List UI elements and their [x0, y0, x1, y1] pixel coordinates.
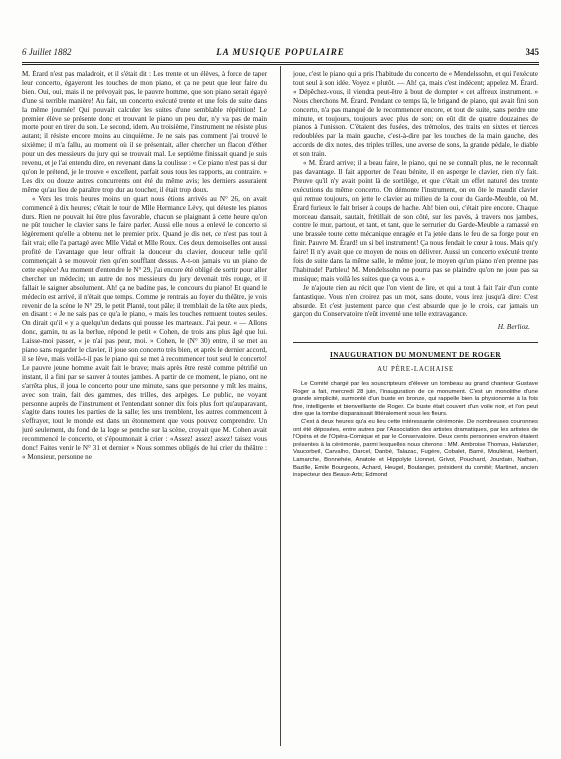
left-column: [22, 70, 267, 740]
publication-title: LA MUSIQUE POPULAIRE: [216, 47, 345, 57]
article-paragraph: M. Érard n'est pas maladroit, et il s'était dit : Les trente et un élèves, à force de taper leur concerto, égayeront les touches de mon piano, et ça ne peut que leur faire du bien. Oui, oui, mais il ne prévoyait pas, le pauvre homme, que son piano serait égayé d'une si terrible manière! Au fait, un concerto exécuté trente et une fois de suite dans la même journée! Qui pouvait calculer les suites d'une semblable répétition! Le premier élève se présente donc et trouvant le piano un peu dur, n'y va pas de main morte pour en tirer du son. Le second, idem. Au troisième, l'instrument ne résiste plus autant; il résiste encore moins au cinquième. Je ne sais pas comment j'ai trouvé le sixième; il m'a fallu, au moment où il se présentait, aller chercher un flacon d'éther pour un des messieurs du jury qui se trouvait mal. Le septième finissait quand je suis revenu, et je l'ai entendu dire, en revenant dans la coulisse : « Ce piano n'est pas si dur qu'on le prétend, je le trouve « excellent, parfait sous tous les rapports, au contraire. » Les dix ou douze autres concurrents ont été du même avis; les derniers assuraient même qu'au lieu de paraître trop dur au toucher, il était trop doux.: [22, 70, 267, 194]
page-header: [22, 47, 539, 61]
inauguration-text: [293, 381, 538, 480]
header-rule: [22, 62, 539, 65]
article-paragraph: Je n'ajoute rien au récit que l'on vient de lire, et qui a tout à fait l'air d'un conte fantastique. Vous n'en croirez pas un mot, sans doute, vous irez jusqu'à dire: C'est absurde. Et c'est justement parce que c'est absurde que je le crois, car jamais un garçon du Conservatoire n'eût inventé une telle extravagance.: [293, 283, 538, 319]
right-column: [293, 70, 538, 750]
inauguration-paragraph: Le Comité chargé par les souscripteurs d'élever un tombeau au grand chanteur Gustave Roger a fait, mercredi 28 juin, l'inauguration de ce monument. C'est un monolithe d'une grande simplicité, surmonté d'un buste en bronze, qui rappelle bien la physionomie à la fois fine, intelligente et bienveillante de Roger. Ce buste était couvert d'un voile noir, et l'on peut dire que la tombe disparaissait littéralement sous les fleurs.: [293, 381, 538, 418]
article-paragraph: « Vers les trois heures moins un quart nous étions arrivés au N° 26, on avait commencé à dix heures; c'était le tour de Mlle Hermance Lévy, qui déteste les pianos durs. Rien ne pouvait lui être plus favorable, chacun se plaignant à cette heure qu'on ne pût toucher le clavier sans le faire parler. Aussi elle nous a enlevé le concerto si légèrement qu'elle a obtenu net le premier prix. Quand je dis net, ce n'est pas tout à fait vrai; elle l'a partagé avec Mlle Vidal et Mlle Roux. Ces deux demoiselles ont aussi profité de l'avantage que leur offrait la douceur du clavier, douceur telle qu'il commençait à se mouvoir rien qu'en soufflant dessus. A-t-on jamais vu un piano de cette espèce! Au moment d'entendre le N° 29, j'ai encore été obligé de sortir pour aller chercher un médecin; un autre de nos messieurs du jury devenait très rouge, et il fallait le saigner absolument. Ah! ça ne badine pas, le concours du piano! Et quand le médecin est arrivé, il n'était que temps. Comme je rentrais au foyer du théâtre, je vois revenir de la scène le N° 29, le petit Planté, tout pâle; il tremblait de la tête aux pieds, en disant : « Je ne sais pas ce qu'a le piano, « mais les touches remuent toutes seules. On dirait qu'il « y a quelqu'un dedans qui pousse les marteaux. J'ai peur. « — Allons donc, gamin, tu as la berlue, répond le petit « Cohen, de trois ans plus âgé que lui. Laisse-moi passer, « je n'ai pas peur, moi. » Cohen, le (N° 30) entre, il se met au piano sans regarder le clavier, il joue son concerto très bien, et après le dernier accord, il se lève, mais voilà-t-il pas le piano qui se met à recommencer tout seul le concerto! Le pauvre jeune homme avait fait le brave; mais après être resté comme pétrifié un instant, il a fini par se sauver à toutes jambes. A partir de ce moment, le piano, ont ne s'arrêta plus, il joua le concerto pour une minute, sans que personne y mît les mains, avec son train, fait des gammes, des trilles, des arpèges. Le public, ne voyant personne auprès de l'instrument et l'entendant sonner dix fois plus fort qu'auparavant, s'agite dans toutes les parties de la salle; les uns tremblent, les autres commencent à s'effrayer, tout le monde est dans un étonnement que vous pouvez comprendre. Un juré seulement, du fond de la loge se penche sur la scène, croyait que M. Cohen avait recommencé le concerto, et s'époumonait à crier : «Assez! assez! assez! taisez vous donc! Faites venir le N° 31 et dernier » Nous sommes obligés de lui crier du théâtre : « Monsieur, personne ne: [22, 194, 267, 461]
section-subtitle: AU PÈRE-LACHAISE: [377, 366, 454, 374]
page-number: 345: [525, 47, 539, 57]
section-title: INAUGURATION DU MONUMENT DE ROGER: [329, 350, 502, 360]
article-paragraph: joue, c'est le piano qui a pris l'habitude du concerto de « Mendelssohn, et qui l'exécute tout seul à son idée. Voyez « plutôt. — Ah! ça, mais c'est indécent; appelez M. Érard. « Dépêchez-vous, il viendra peut-être à bout de dompter « cet affreux instrument. » Nous cherchons M. Érard. Pendant ce temps là, le brigand de piano, qui avait fini son concerto, n'a pas manqué de le recommencer encore, et tout de suite, sans perdre une minute, et toujours, toujours avec plus de son; on eût dit de quatre douzaines de pianos à l'unisson. C'étaient des fusées, des trémolos, des traits en sixtes et tierces redoublées par la main gauche, c'est-à-dire par les touches de la main gauche, des accords de dix notes, des triples trilles, une averse de sons, la grande pédale, le diable et son train.: [293, 70, 538, 159]
article-paragraph: « M. Érard arrive; il a beau faire, le piano, qui ne se connaît plus, ne le reconnaît pas davantage. Il fait apporter de l'eau bénite, il en asperge le clavier, rien n'y fait. Preuve qu'il n'y avait point là de sortilège, et que c'était un effet naturel des trente exécutions du même concerto. On démonte l'instrument, on en ôte le maudit clavier qui remue toujours, on jette le clavier au milieu de la cour du Garde-Meuble, où M. Érard furieux le fait briser à coups de hache. Ah! bien oui, c'était pire encore. Chaque morceau dansait, sautait, frétillait de son côté, sur les pavés, à travers nos jambes, contre le mur, partout, et tant, et tant, que le serrurier du Garde-Meuble a ramassé en une brassée toute cette mécanique enragée et l'a jetée dans le feu de sa forge pour en finir. Pauvre M. Érard! un si bel instrument! Ça nous fendait le cœur à tous. Mais qu'y faire! Il n'y avait que ce moyen de nous en délivrer. Aussi un concerto exécuté trente fois de suite dans la même salle, le même jour, le moyen qu'un piano n'en prenne pas l'habitude! Parbleu! M. Mendelssohn ne pourra pas se plaindre qu'on ne joue pas sa musique; mais voilà les suites que ça vous a. »: [293, 159, 538, 283]
column-divider: [280, 66, 281, 746]
header-date: 6 Juillet 1882: [22, 47, 72, 57]
inauguration-paragraph: C'est à deux heures qu'a eu lieu cette intéressante cérémonie. De nombreuses couronnes ont été déposées, entre autres par l'Association des artistes dramatiques, par les artistes de l'Opéra et de l'Opéra-Comique et par le Conservatoire. Deux cents personnes environ étaient présentes à la cérémonie, parmi lesquelles nous citerons : MM. Ambroise Thomas, Halanzier, Vaucorbeil, Carvalho, Darcel, Danbé, Talazac, Fugère, Cobalet, Barré, Mouliérat, Herbert, Lamarche, Bonnehée, Anatole et Hippolyte Lionnet, Grivot, Pouchard, Jourdain, Nathan, Bazille, Emile Bourgeois, Achard, Heugel, Boulanger, président du comité; Martinet, ancien inspecteur des Beaux-Arts; Edmond: [293, 419, 538, 479]
author-signature: H. Berlioz.: [497, 322, 530, 332]
section-divider: [293, 342, 538, 343]
